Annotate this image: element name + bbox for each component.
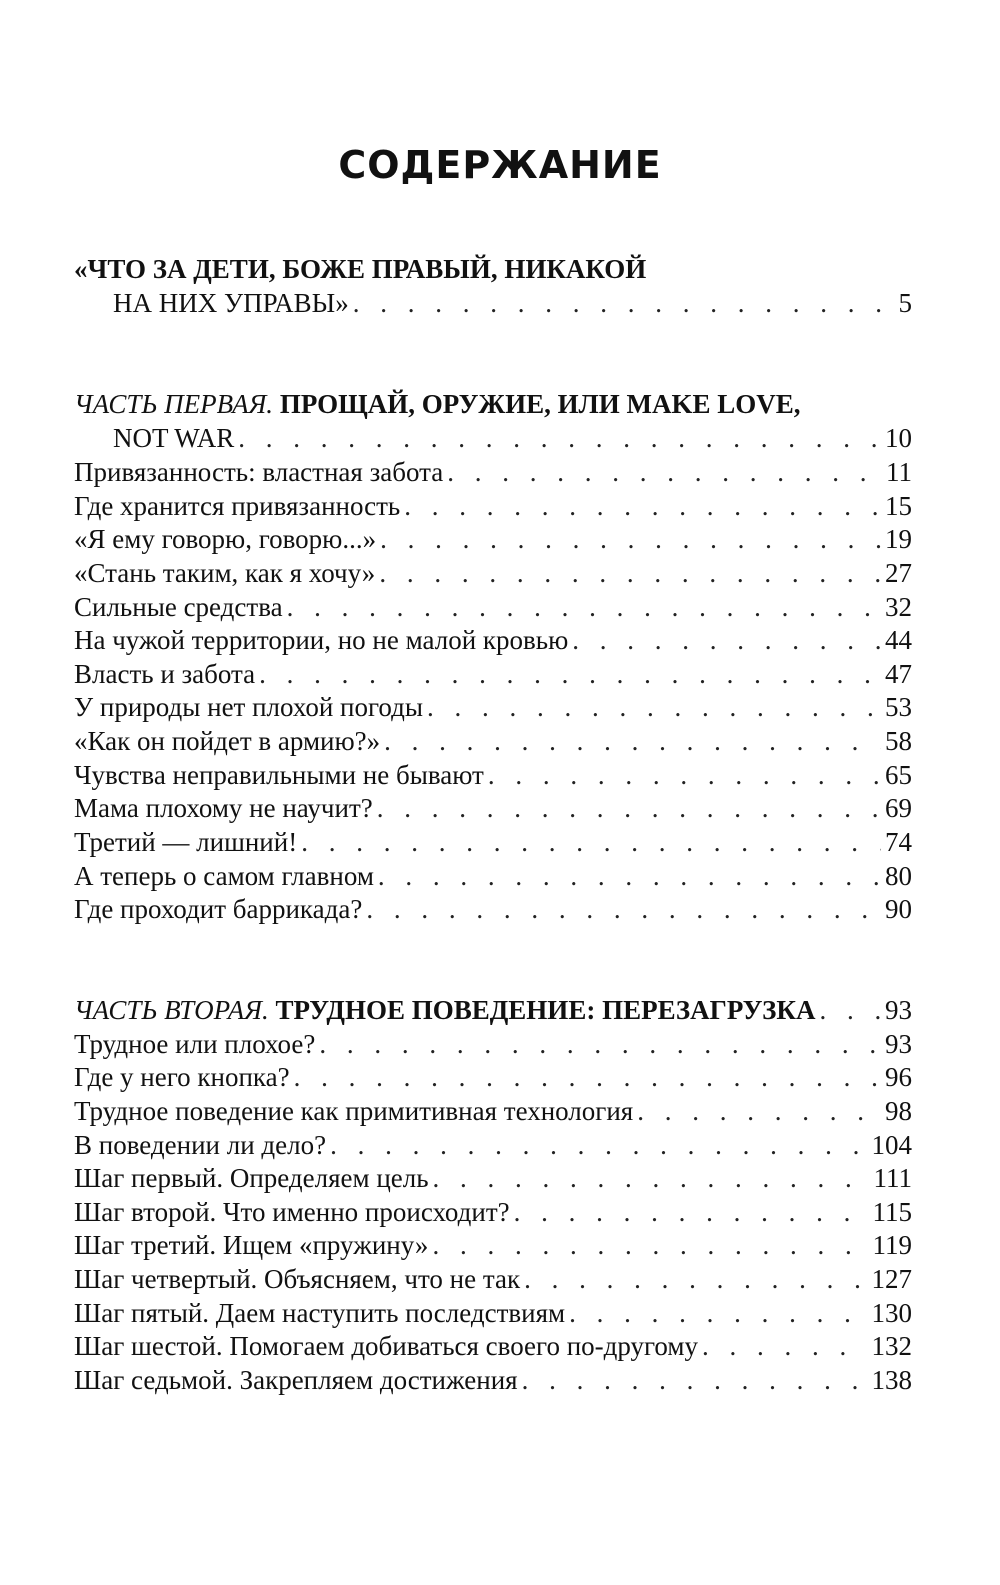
- page-number: 127: [871, 1264, 912, 1294]
- entry-label: Шаг четвертый. Объясняем, что не так: [74, 1264, 521, 1294]
- entry-label: Где хранится привязанность: [74, 491, 401, 521]
- dot-leader: [330, 1128, 867, 1162]
- entry-label: В поведении ли дело?: [74, 1130, 327, 1160]
- page-number: 27: [885, 558, 912, 588]
- toc-entry[interactable]: [74, 455, 912, 489]
- entry-label: Чувства неправильными не бывают: [74, 760, 484, 790]
- page-number: 132: [871, 1331, 912, 1361]
- page-number: 115: [872, 1197, 912, 1227]
- page-number: 53: [885, 692, 912, 722]
- dot-leader: [294, 1060, 881, 1094]
- page-number: 10: [885, 423, 912, 453]
- toc-entry[interactable]: [74, 1060, 912, 1094]
- dot-leader: [637, 1094, 881, 1128]
- dot-leader: [514, 1195, 869, 1229]
- page-number: 80: [885, 861, 912, 891]
- page-number: 74: [885, 827, 912, 857]
- dot-leader: [379, 556, 881, 590]
- dot-leader: [447, 455, 882, 489]
- entry-label: Шаг второй. Что именно происходит?: [74, 1197, 510, 1227]
- toc-entry[interactable]: [74, 556, 912, 590]
- toc-entry[interactable]: [74, 724, 912, 758]
- dot-leader: [404, 489, 881, 523]
- page-number: 15: [885, 491, 912, 521]
- dot-leader: [433, 1161, 870, 1195]
- entry-label: Где у него кнопка?: [74, 1062, 290, 1092]
- toc-entry[interactable]: [74, 1329, 912, 1363]
- dot-leader: [572, 623, 881, 657]
- dot-leader: [569, 1296, 867, 1330]
- part2-heading: [74, 993, 815, 1027]
- page-number: 104: [871, 1130, 912, 1160]
- part1-title-line2: NOT WAR: [113, 423, 235, 453]
- toc-entry[interactable]: [74, 1027, 912, 1061]
- entry-label: Привязанность: властная забота: [74, 457, 444, 487]
- toc-entry[interactable]: [74, 590, 912, 624]
- dot-leader: [287, 590, 881, 624]
- dot-leader: [384, 724, 881, 758]
- dot-leader: [427, 690, 881, 724]
- entry-label: «Стань таким, как я хочу»: [74, 558, 376, 588]
- dot-leader: [301, 825, 881, 859]
- toc-entry[interactable]: [74, 522, 912, 556]
- page-number: 19: [885, 524, 912, 554]
- page-number: 130: [871, 1298, 912, 1328]
- dot-leader: [366, 892, 881, 926]
- entry-label: На чужой территории, но не малой кровью: [74, 625, 569, 655]
- toc-entry[interactable]: [74, 791, 912, 825]
- toc-entry[interactable]: [74, 1094, 912, 1128]
- part1-prefix: ЧАСТЬ ПЕРВАЯ.: [74, 389, 274, 419]
- toc-entry-part2[interactable]: [74, 993, 912, 1027]
- dot-leader: [522, 1363, 868, 1397]
- dot-leader: [488, 758, 881, 792]
- entry-label: «Как он пойдет в армию?»: [74, 726, 381, 756]
- entry-label: А теперь о самом главном: [74, 861, 374, 891]
- page-number: 32: [885, 592, 912, 622]
- entry-label: Шаг пятый. Даем наступить последствиям: [74, 1298, 566, 1328]
- page-number: 44: [885, 625, 912, 655]
- entry-label: Шаг шестой. Помогаем добиваться своего по-другому: [74, 1331, 698, 1361]
- dot-leader: [238, 421, 881, 455]
- toc-entry[interactable]: [74, 657, 912, 691]
- page-number: 58: [885, 726, 912, 756]
- dot-leader: [380, 522, 881, 556]
- page-number: 47: [885, 659, 912, 689]
- page-number: 5: [898, 288, 912, 318]
- entry-label: Трудное поведение как примитивная технология: [74, 1096, 634, 1126]
- toc-entry[interactable]: [74, 825, 912, 859]
- toc-entry[interactable]: [74, 1262, 912, 1296]
- toc-entry[interactable]: [74, 859, 912, 893]
- page-number: 138: [871, 1365, 912, 1395]
- page-number: 93: [885, 995, 912, 1025]
- toc-entry[interactable]: [74, 758, 912, 792]
- toc-entry-intro[interactable]: [113, 286, 912, 320]
- page-number: 96: [885, 1062, 912, 1092]
- entry-label: Сильные средства: [74, 592, 283, 622]
- toc-entry[interactable]: [74, 489, 912, 523]
- part2-title: ТРУДНОЕ ПОВЕДЕНИЕ: ПЕРЕЗАГРУЗКА: [268, 995, 816, 1025]
- part2-prefix: ЧАСТЬ ВТОРАЯ.: [74, 995, 269, 1025]
- toc-entry[interactable]: [74, 1363, 912, 1397]
- entry-label: Власть и забота: [74, 659, 256, 689]
- dot-leader: [378, 859, 881, 893]
- toc-entry[interactable]: [74, 1128, 912, 1162]
- dot-leader: [319, 1027, 881, 1061]
- entry-label: Третий — лишний!: [74, 827, 298, 857]
- toc-entry[interactable]: [74, 1228, 912, 1262]
- entry-label: Шаг третий. Ищем «пружину»: [74, 1230, 429, 1260]
- part1-heading-line1: [74, 387, 801, 421]
- page-number: 90: [885, 894, 912, 924]
- toc-entry-part1[interactable]: [113, 421, 912, 455]
- toc-entry[interactable]: [74, 1161, 912, 1195]
- page-number: 69: [885, 793, 912, 823]
- intro-title-line2: НА НИХ УПРАВЫ»: [113, 288, 349, 318]
- page-number: 11: [886, 457, 912, 487]
- page-number: 119: [872, 1230, 912, 1260]
- entry-label: Шаг первый. Определяем цель: [74, 1163, 429, 1193]
- dot-leader: [702, 1329, 868, 1363]
- page-number: 98: [885, 1096, 912, 1126]
- intro-title-line1: «ЧТО ЗА ДЕТИ, БОЖЕ ПРАВЫЙ, НИКАКОЙ: [74, 254, 647, 284]
- dot-leader: [259, 657, 881, 691]
- part1-title-line1: ПРОЩАЙ, ОРУЖИЕ, ИЛИ MAKE LOVE,: [273, 389, 801, 419]
- entry-label: «Я ему говорю, говорю...»: [74, 524, 377, 554]
- page-number: 65: [885, 760, 912, 790]
- entry-label: Шаг седьмой. Закрепляем достижения: [74, 1365, 518, 1395]
- toc-entry[interactable]: [74, 690, 912, 724]
- toc-entry[interactable]: [74, 892, 912, 926]
- dot-leader: [524, 1262, 867, 1296]
- intro-heading-line1: [74, 252, 646, 286]
- page-number: 93: [885, 1029, 912, 1059]
- entry-label: У природы нет плохой погоды: [74, 692, 423, 722]
- toc-entry[interactable]: [74, 623, 912, 657]
- toc-entry[interactable]: [74, 1296, 912, 1330]
- dot-leader: [377, 791, 881, 825]
- page-number: 111: [873, 1163, 912, 1193]
- page-title: СОДЕРЖАНИЕ: [338, 143, 662, 187]
- entry-label: Мама плохому не научит?: [74, 793, 373, 823]
- dot-leader: [819, 993, 881, 1027]
- entry-label: Где проходит баррикада?: [74, 894, 363, 924]
- dot-leader: [432, 1228, 868, 1262]
- dot-leader: [353, 286, 895, 320]
- entry-label: Трудное или плохое?: [74, 1029, 316, 1059]
- toc-entry[interactable]: [74, 1195, 912, 1229]
